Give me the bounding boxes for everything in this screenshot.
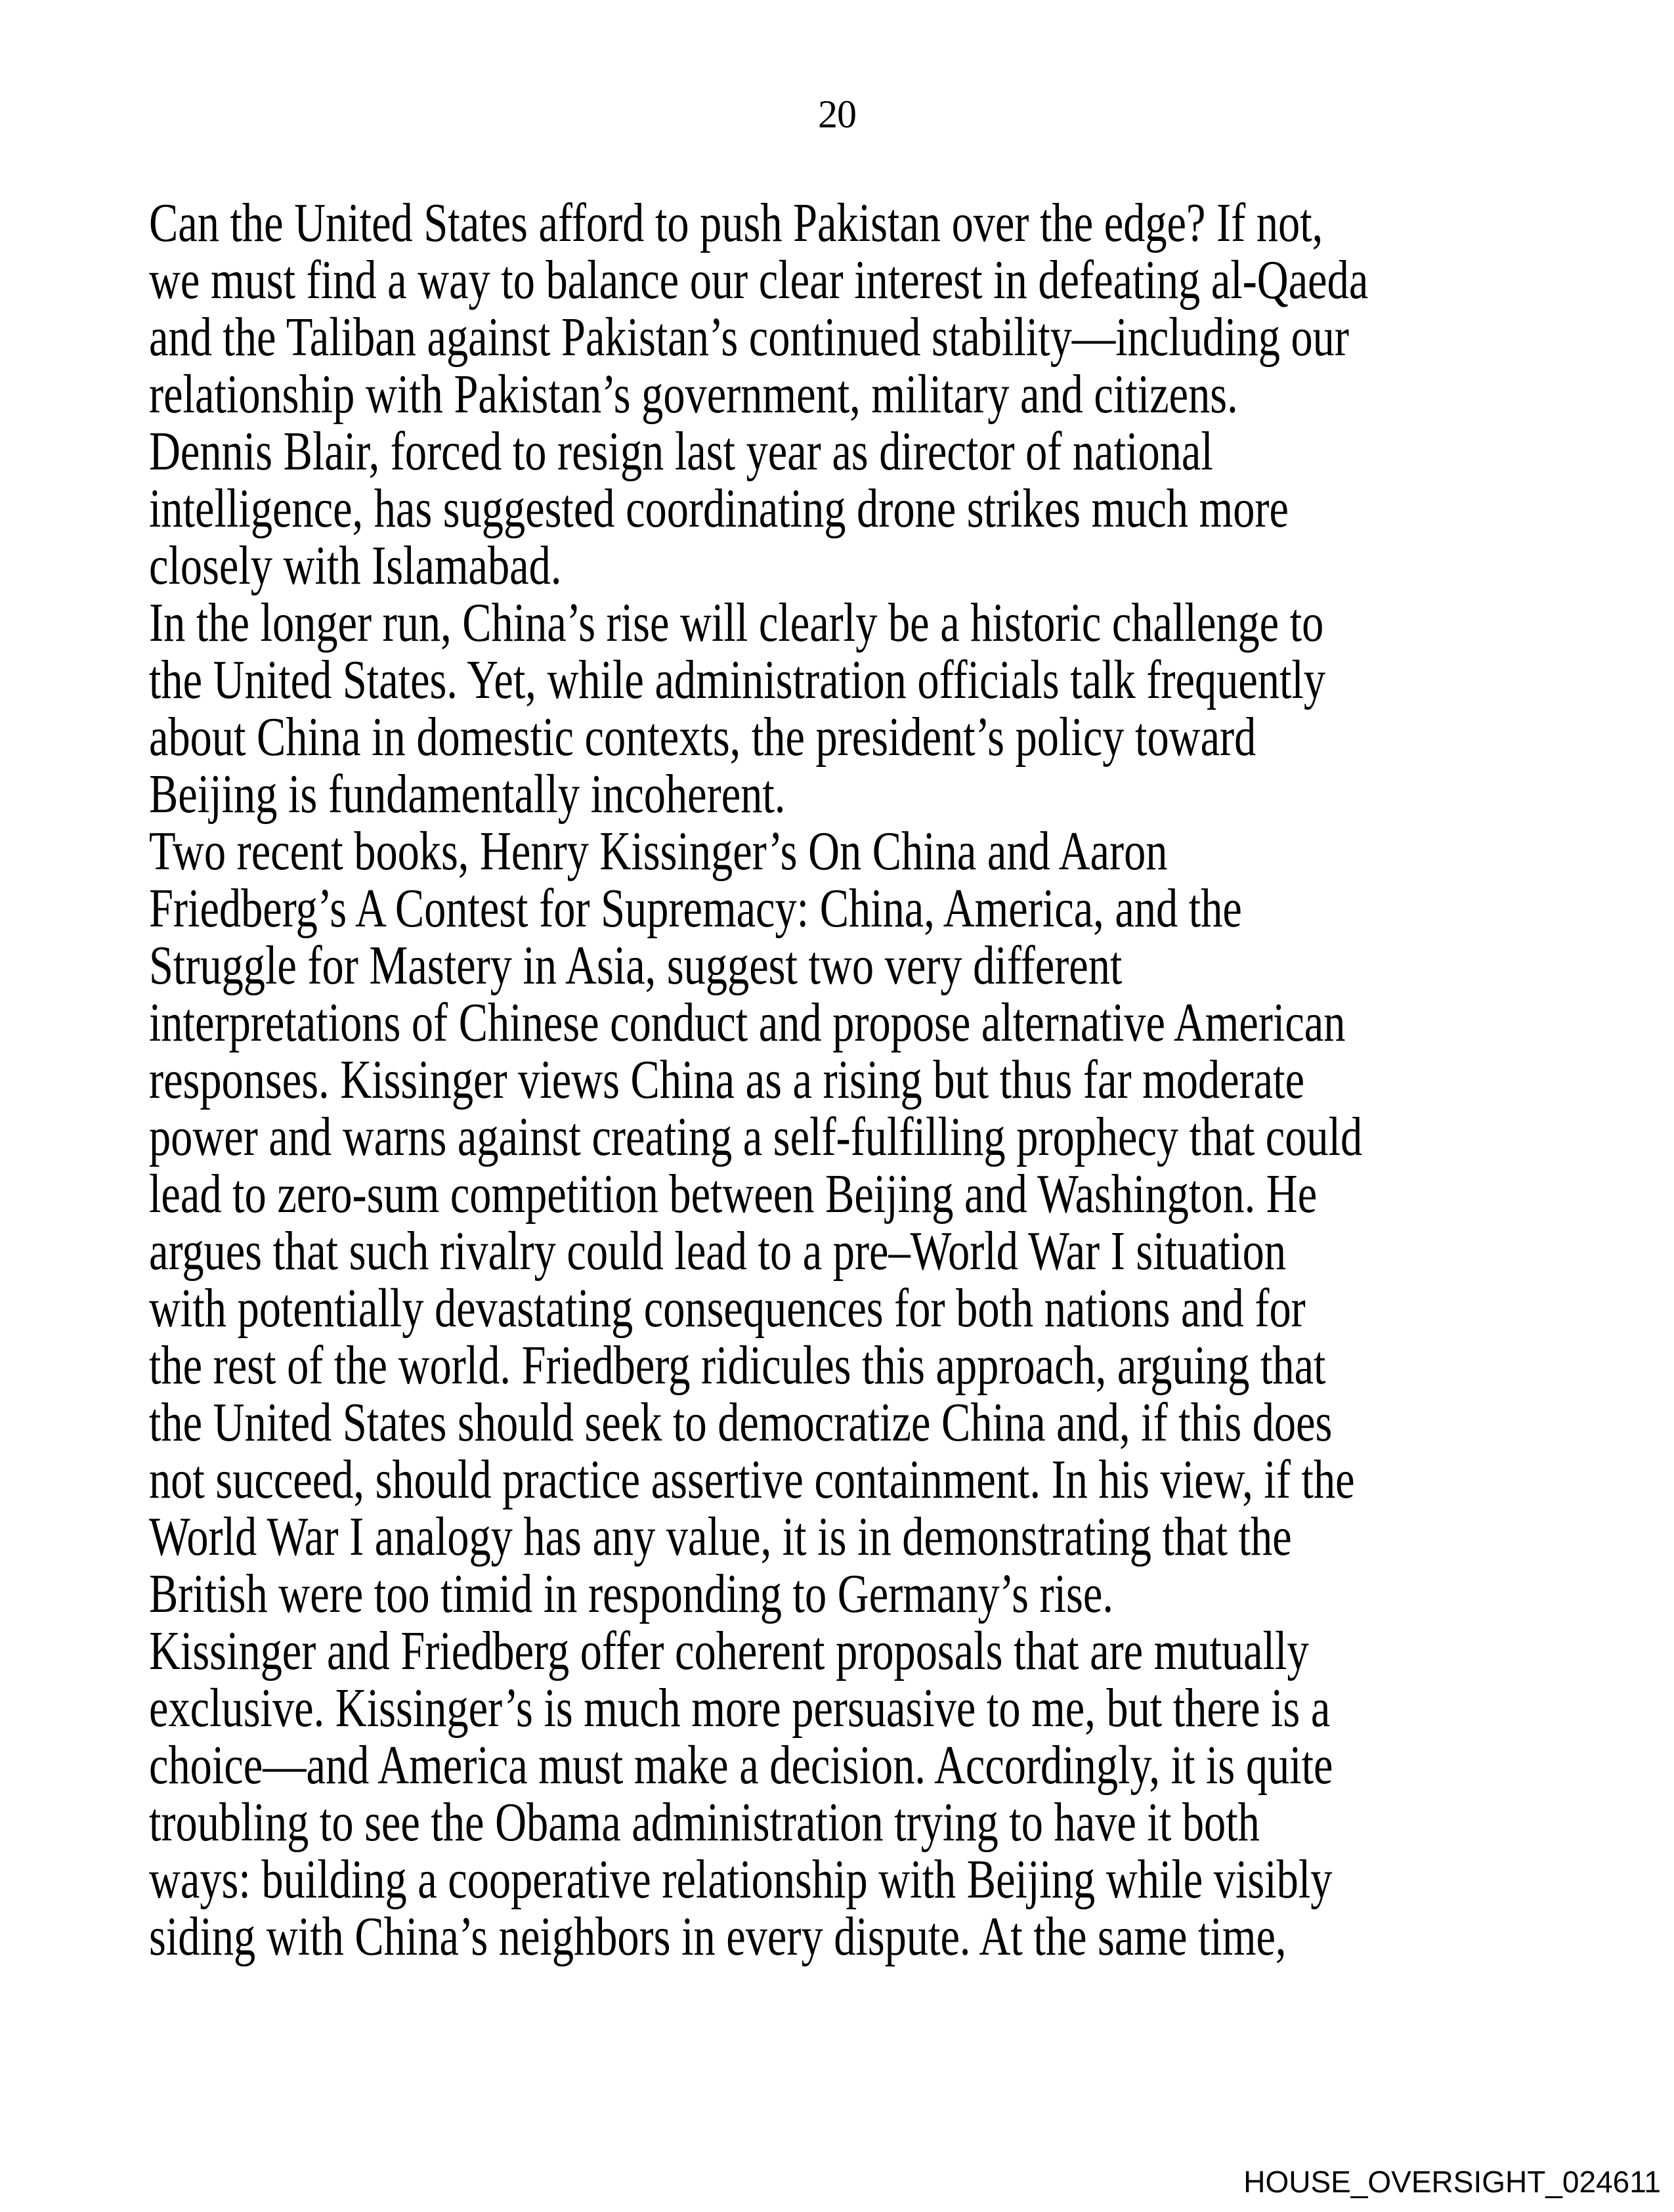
text-line: we must find a way to balance our clear interest in defeating al-Qaeda	[149, 249, 1369, 311]
text-line: relationship with Pakistan’s government, military and citizens.	[149, 364, 1238, 425]
text-line: and the Taliban against Pakistan’s continued stability—including our	[149, 307, 1349, 368]
text-line: Kissinger and Friedberg offer coherent proposals that are mutually	[149, 1620, 1309, 1681]
text-line: World War I analogy has any value, it is in demonstrating that the	[149, 1506, 1292, 1567]
text-line: the United States. Yet, while administration officials talk frequently	[149, 649, 1326, 710]
text-line: lead to zero-sum competition between Beijing and Washington. He	[149, 1163, 1318, 1225]
text-line: Struggle for Mastery in Asia, suggest two very different	[149, 935, 1123, 996]
text-line: choice—and America must make a decision. Accordingly, it is quite	[149, 1735, 1333, 1796]
text-line: Dennis Blair, forced to resign last year as director of national	[149, 421, 1213, 482]
text-line: Can the United States afford to push Pakistan over the edge? If not,	[149, 192, 1323, 253]
text-line: responses. Kissinger views China as a rising but thus far moderate	[149, 1049, 1305, 1110]
text-line: closely with Islamabad.	[149, 535, 562, 596]
text-line: siding with China’s neighbors in every dispute. At the same time,	[149, 1906, 1287, 1967]
text-line: intelligence, has suggested coordinating drone strikes much more	[149, 478, 1289, 539]
text-line: Two recent books, Henry Kissinger’s On China and Aaron	[149, 821, 1168, 882]
text-line: Beijing is fundamentally incoherent.	[149, 764, 786, 825]
document-body	[149, 194, 1549, 1965]
text-line: exclusive. Kissinger’s is much more persuasive to me, but there is a	[149, 1678, 1331, 1739]
text-line: about China in domestic contexts, the president’s policy toward	[149, 706, 1256, 768]
text-line: power and warns against creating a self-fulfilling prophecy that could	[149, 1106, 1363, 1167]
text-line: ways: building a cooperative relationship with Beijing while visibly	[149, 1849, 1333, 1910]
text-line: argues that such rivalry could lead to a pre–World War I situation	[149, 1221, 1287, 1282]
text-line: with potentially devastating consequences for both nations and for	[149, 1278, 1306, 1339]
text-line: Friedberg’s A Contest for Supremacy: China, America, and the	[149, 878, 1242, 939]
text-line: interpretations of Chinese conduct and propose alternative American	[149, 992, 1346, 1053]
bates-number: HOUSE_OVERSIGHT_024611	[1243, 2165, 1661, 2199]
text-line: the United States should seek to democratize China and, if this does	[149, 1392, 1333, 1453]
text-line: the rest of the world. Friedberg ridicules this approach, arguing that	[149, 1335, 1326, 1396]
text-line: In the longer run, China’s rise will clearly be a historic challenge to	[149, 592, 1324, 653]
text-line: troubling to see the Obama administration trying to have it both	[149, 1792, 1260, 1853]
text-line: not succeed, should practice assertive containment. In his view, if the	[149, 1449, 1355, 1510]
text-line: British were too timid in responding to Germany’s rise.	[149, 1563, 1113, 1624]
page-number: 20	[818, 93, 856, 136]
